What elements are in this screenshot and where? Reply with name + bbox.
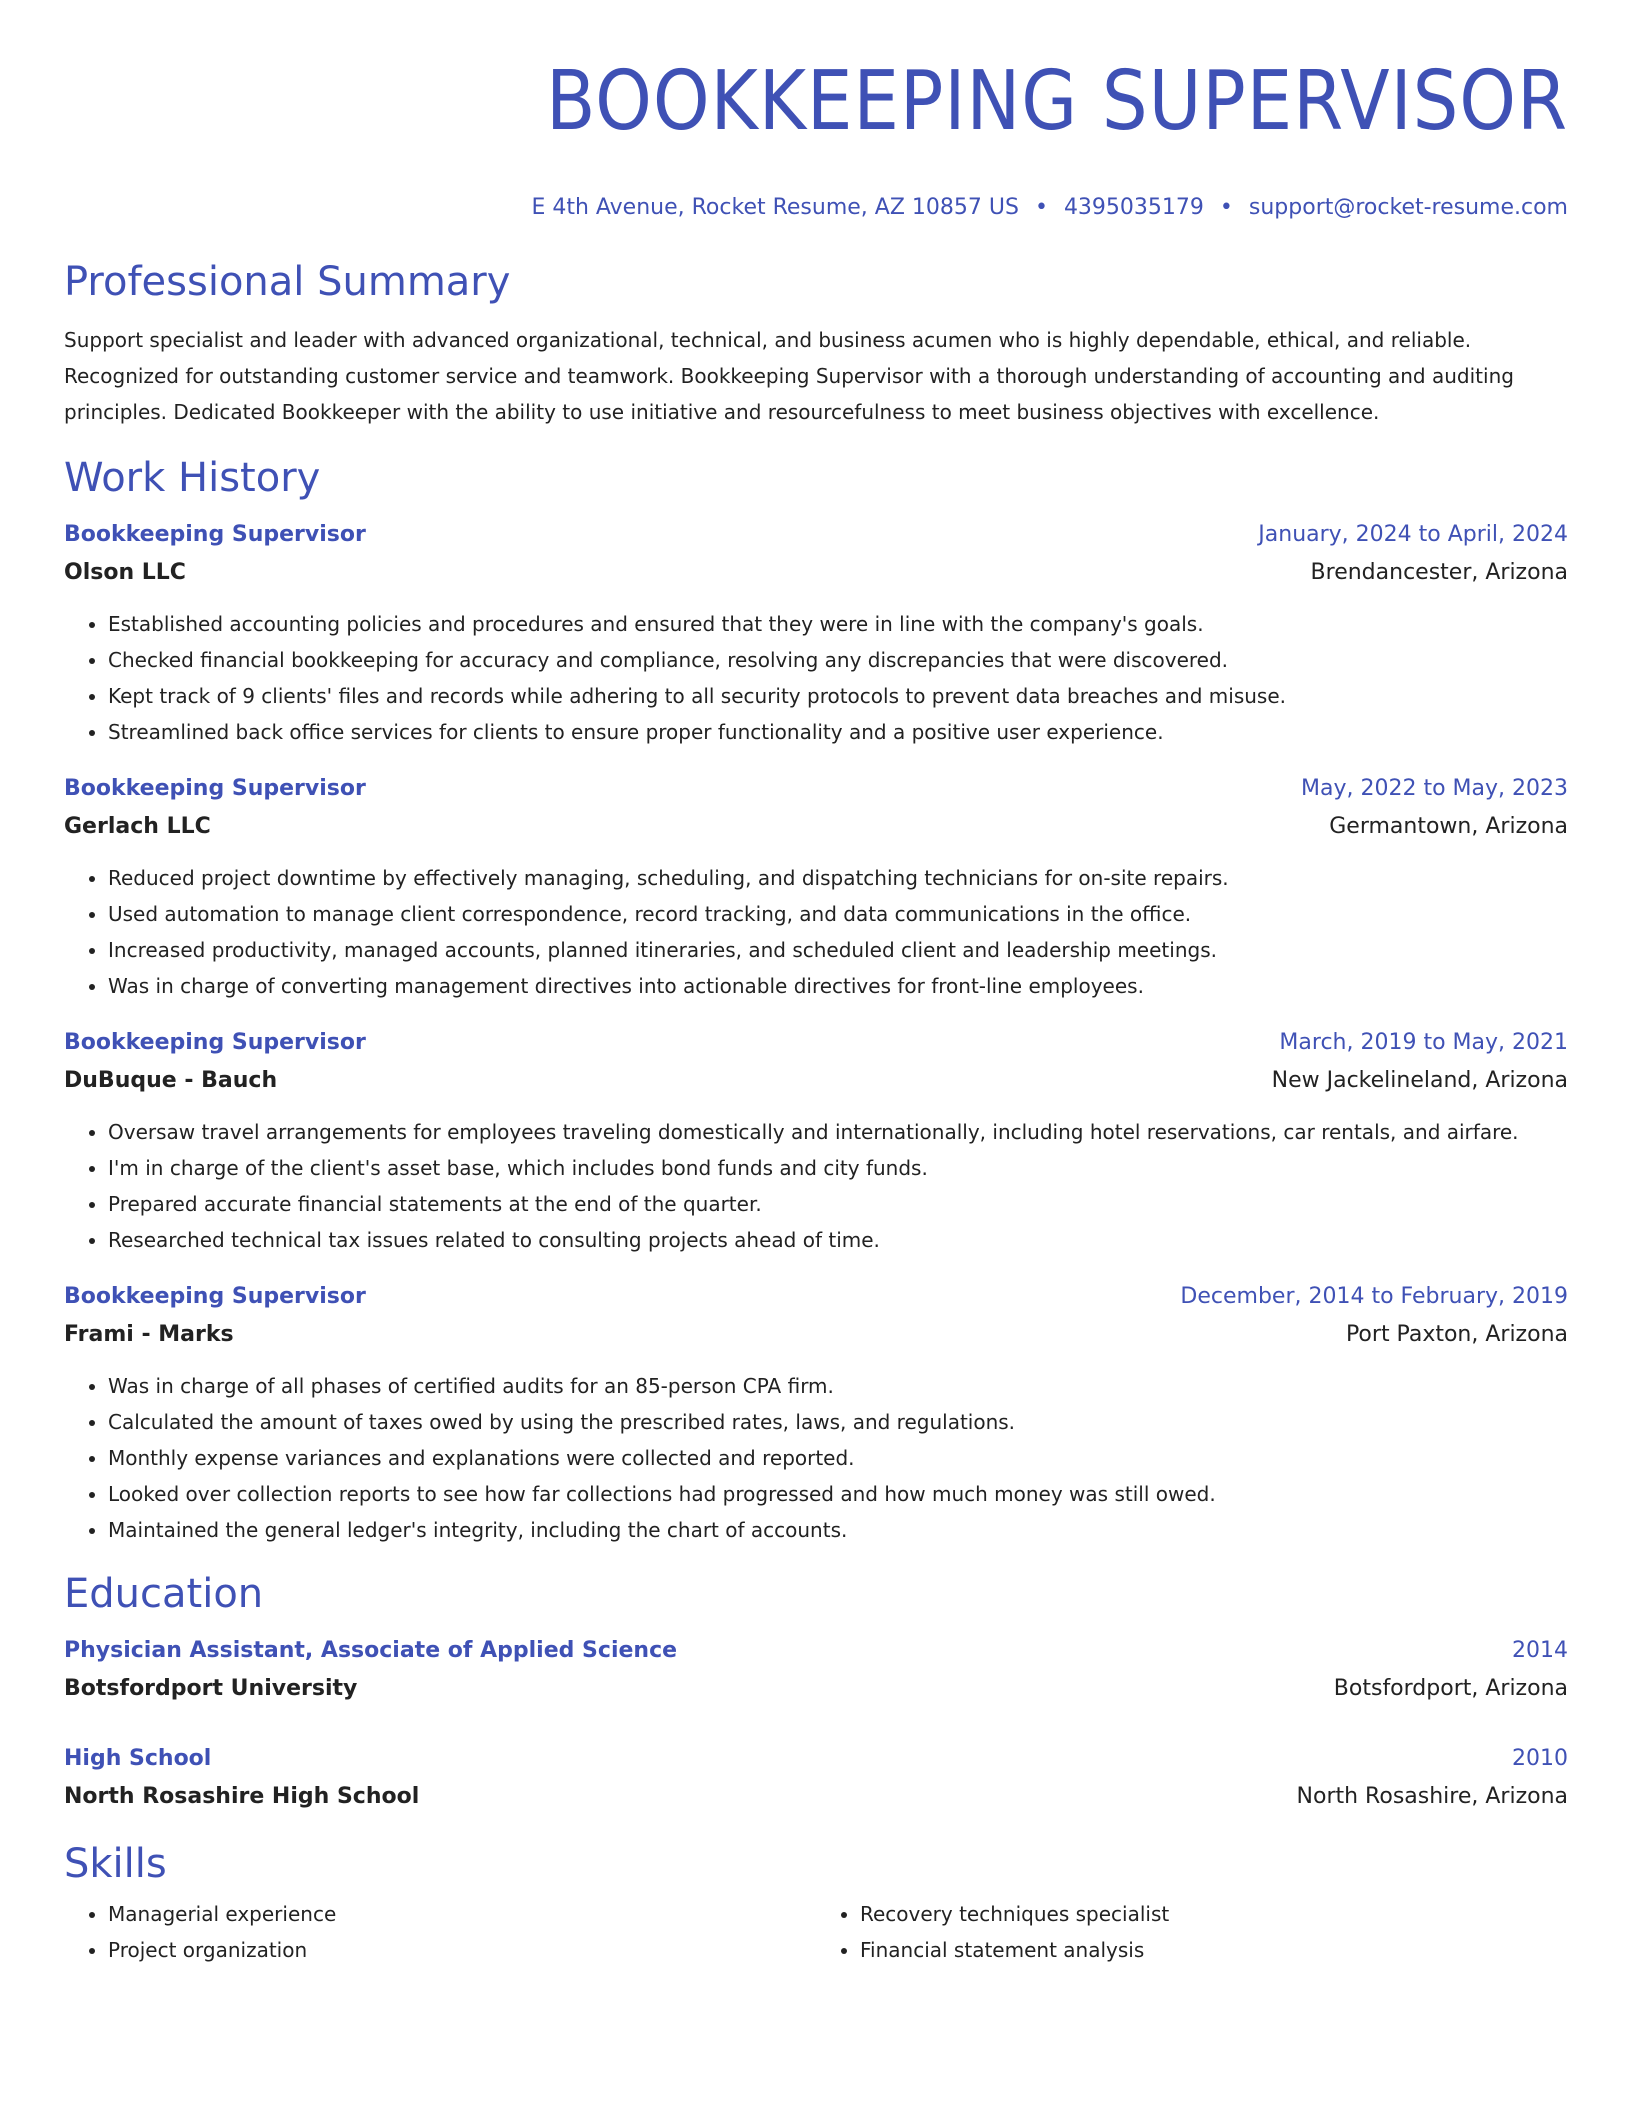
job-bullet: • Established accounting policies and procedures and ensured that they were in line with the company's goals. (108, 606, 1568, 642)
contact-phone: 4395035179 (1063, 195, 1204, 220)
job-entry (64, 516, 1568, 750)
education-year: 2014 (1512, 1638, 1568, 1663)
education-location: North Rosashire, Arizona (1296, 1784, 1568, 1809)
job-company: Olson LLC (64, 560, 186, 585)
education-degree: Physician Assistant, Associate of Applied Science (64, 1638, 678, 1663)
job-dates: March, 2019 to May, 2021 (1279, 1030, 1568, 1055)
job-bullet: • Checked financial bookkeeping for accuracy and compliance, resolving any discrepancies that were discovered. (108, 642, 1568, 678)
job-company: Gerlach LLC (64, 814, 211, 839)
contact-line (64, 194, 1568, 222)
job-company-row (64, 808, 1568, 846)
education-school: Botsfordport University (64, 1676, 358, 1701)
job-bullet: • Was in charge of converting management directives into actionable directives for front-line employees. (108, 968, 1568, 1004)
work-history-section (64, 454, 1568, 1548)
job-entry (64, 1278, 1568, 1548)
skills-heading: Skills (64, 1841, 167, 1887)
job-bullet: • I'm in charge of the client's asset base, which includes bond funds and city funds. (108, 1150, 1568, 1186)
education-entry (64, 1632, 1568, 1708)
education-school: North Rosashire High School (64, 1784, 420, 1809)
job-location: Brendancester, Arizona (1310, 560, 1568, 585)
job-header-row (64, 1024, 1568, 1062)
contact-address: E 4th Avenue, Rocket Resume, AZ 10857 US (531, 195, 1019, 220)
resume-title: BOOKKEEPING SUPERVISOR (546, 54, 1568, 149)
job-bullets (64, 860, 1568, 1004)
job-bullet: • Kept track of 9 clients' files and records while adhering to all security protocols to prevent data breaches and misuse. (108, 678, 1568, 714)
job-company-row (64, 554, 1568, 592)
education-section (64, 1570, 1568, 1816)
contact-separator: • (1219, 195, 1233, 220)
education-heading: Education (64, 1571, 264, 1617)
job-bullet: • Oversaw travel arrangements for employees traveling domestically and internationally, including hotel reservations, car rentals, and airfare. (108, 1114, 1568, 1150)
skills-columns (64, 1896, 1568, 1968)
summary-heading: Professional Summary (64, 259, 511, 305)
job-company-row (64, 1062, 1568, 1100)
education-school-row (64, 1778, 1568, 1816)
job-bullet: • Streamlined back office services for clients to ensure proper functionality and a positive user experience. (108, 714, 1568, 750)
resume-page (64, 0, 1568, 1968)
job-bullets (64, 1114, 1568, 1258)
job-location: Port Paxton, Arizona (1345, 1322, 1568, 1347)
skill-item: • Managerial experience (108, 1896, 816, 1932)
education-header-row (64, 1632, 1568, 1670)
education-degree: High School (64, 1746, 212, 1771)
job-bullet: • Maintained the general ledger's integrity, including the chart of accounts. (108, 1512, 1568, 1548)
job-bullet: • Looked over collection reports to see how far collections had progressed and how much money was still owed. (108, 1476, 1568, 1512)
skill-item: • Financial statement analysis (860, 1932, 1568, 1968)
skills-list-left (64, 1896, 816, 1968)
education-school-row (64, 1670, 1568, 1708)
job-bullet: • Researched technical tax issues related to consulting projects ahead of time. (108, 1222, 1568, 1258)
summary-section (64, 258, 1568, 430)
job-company: DuBuque - Bauch (64, 1068, 278, 1093)
job-bullet: • Used automation to manage client correspondence, record tracking, and data communications in the office. (108, 896, 1568, 932)
job-bullet: • Increased productivity, managed accounts, planned itineraries, and scheduled client and leadership meetings. (108, 932, 1568, 968)
job-company: Frami - Marks (64, 1322, 234, 1347)
job-role: Bookkeeping Supervisor (64, 1284, 366, 1309)
job-entry (64, 770, 1568, 1004)
skills-section (64, 1840, 1568, 1968)
job-dates: January, 2024 to April, 2024 (1258, 522, 1568, 547)
skill-item: • Recovery techniques specialist (860, 1896, 1568, 1932)
job-role: Bookkeeping Supervisor (64, 776, 366, 801)
education-year: 2010 (1512, 1746, 1568, 1771)
job-role: Bookkeeping Supervisor (64, 1030, 366, 1055)
contact-separator: • (1034, 195, 1048, 220)
skill-item: • Project organization (108, 1932, 816, 1968)
job-bullet: • Calculated the amount of taxes owed by using the prescribed rates, laws, and regulations. (108, 1404, 1568, 1440)
skills-list-right (816, 1896, 1568, 1968)
job-location: Germantown, Arizona (1329, 814, 1568, 839)
job-bullets (64, 1368, 1568, 1548)
job-dates: May, 2022 to May, 2023 (1301, 776, 1568, 801)
work-history-heading: Work History (64, 455, 321, 501)
education-location: Botsfordport, Arizona (1333, 1676, 1568, 1701)
job-entry (64, 1024, 1568, 1258)
job-bullet: • Prepared accurate financial statements at the end of the quarter. (108, 1186, 1568, 1222)
job-header-row (64, 516, 1568, 554)
job-bullet: • Reduced project downtime by effectively managing, scheduling, and dispatching technicians for on-site repairs. (108, 860, 1568, 896)
job-dates: December, 2014 to February, 2019 (1180, 1284, 1568, 1309)
job-location: New Jackelineland, Arizona (1271, 1068, 1568, 1093)
job-role: Bookkeeping Supervisor (64, 522, 366, 547)
education-header-row (64, 1740, 1568, 1778)
job-bullets (64, 606, 1568, 750)
job-header-row (64, 770, 1568, 808)
job-bullet: • Monthly expense variances and explanations were collected and reported. (108, 1440, 1568, 1476)
contact-email: support@rocket-resume.com (1248, 195, 1568, 220)
job-company-row (64, 1316, 1568, 1354)
summary-text: Support specialist and leader with advanced organizational, technical, and business acumen who is highly dependable, ethical, and reliable. Recognized for outstanding customer service and teamwork. Bookkeeping Supervisor with a thorough understanding of accounting and auditing principles. Dedicated Bookkeeper with the ability to use initiative and resourcefulness to meet business objectives with excellence. (64, 328, 1514, 424)
job-header-row (64, 1278, 1568, 1316)
job-bullet: • Was in charge of all phases of certified audits for an 85-person CPA firm. (108, 1368, 1568, 1404)
education-entry (64, 1740, 1568, 1816)
